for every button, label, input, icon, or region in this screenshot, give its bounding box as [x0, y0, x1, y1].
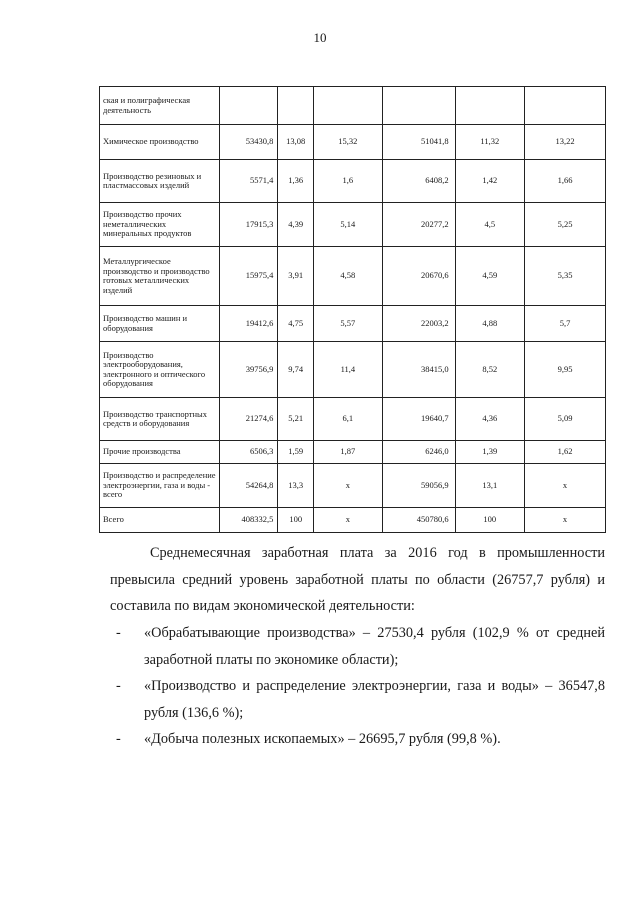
- list-item: [110, 726, 605, 753]
- cell-value-1: 17915,3: [219, 203, 278, 247]
- cell-value-2: 100: [278, 508, 314, 533]
- cell-value-3: 5,14: [314, 203, 383, 247]
- table-row: [100, 247, 606, 306]
- cell-value-5: 13,1: [455, 464, 524, 508]
- summary-paragraph: Среднемесячная заработная плата за 2016 год в промышленности превысила средний уровень заработной платы по области (26757,7 рубля) и составила по видам экономической деятельности:: [110, 545, 605, 614]
- cell-value-4: 59056,9: [382, 464, 455, 508]
- cell-value-6: 5,09: [525, 398, 606, 441]
- cell-value-6: 1,62: [525, 441, 606, 464]
- cell-value-4: 22003,2: [382, 306, 455, 342]
- row-label: Производство машин и оборудования: [100, 306, 220, 342]
- cell-value-5: 4,88: [455, 306, 524, 342]
- cell-value-2: 13,3: [278, 464, 314, 508]
- cell-value-3: 11,4: [314, 342, 383, 398]
- cell-value-3: 4,58: [314, 247, 383, 306]
- cell-value-6: x: [525, 508, 606, 533]
- list-item-text: «Добыча полезных ископаемых» – 26695,7 рубля (99,8 %).: [144, 731, 501, 747]
- cell-value-1: 53430,8: [219, 125, 278, 160]
- cell-value-3: 5,57: [314, 306, 383, 342]
- row-label: Производство резиновых и пластмассовых изделий: [100, 160, 220, 203]
- table-row: [100, 464, 606, 508]
- list-item: [110, 673, 605, 726]
- cell-value-1: 19412,6: [219, 306, 278, 342]
- cell-value-1: 15975,4: [219, 247, 278, 306]
- table-row: [100, 125, 606, 160]
- cell-value-3: 6,1: [314, 398, 383, 441]
- cell-value-3: x: [314, 508, 383, 533]
- row-label: Производство транспортных средств и оборудования: [100, 398, 220, 441]
- cell-value-6: 5,7: [525, 306, 606, 342]
- row-label: Металлургическое производство и производство готовых металлических изделий: [100, 247, 220, 306]
- cell-value-6: 5,35: [525, 247, 606, 306]
- cell-value-5: 1,39: [455, 441, 524, 464]
- row-label: Прочие производства: [100, 441, 220, 464]
- cell-value-5: 4,59: [455, 247, 524, 306]
- cell-value-4: 20277,2: [382, 203, 455, 247]
- cell-value-4: 51041,8: [382, 125, 455, 160]
- cell-value-1: 5571,4: [219, 160, 278, 203]
- cell-value-5: 1,42: [455, 160, 524, 203]
- row-label: Производство и распределение электроэнергии, газа и воды - всего: [100, 464, 220, 508]
- cell-value-6: 13,22: [525, 125, 606, 160]
- page-number: 10: [313, 30, 327, 45]
- cell-value-1: 6506,3: [219, 441, 278, 464]
- cell-value-2: 3,91: [278, 247, 314, 306]
- bullet-list: [110, 620, 605, 753]
- cell-value-2: 1,59: [278, 441, 314, 464]
- cell-value-2: 5,21: [278, 398, 314, 441]
- cell-value-6: x: [525, 464, 606, 508]
- cell-value-1: [219, 87, 278, 125]
- cell-value-5: 4,36: [455, 398, 524, 441]
- cell-value-4: 38415,0: [382, 342, 455, 398]
- cell-value-4: 6408,2: [382, 160, 455, 203]
- cell-value-6: 5,25: [525, 203, 606, 247]
- cell-value-4: 19640,7: [382, 398, 455, 441]
- table-row: [100, 306, 606, 342]
- cell-value-5: 11,32: [455, 125, 524, 160]
- cell-value-2: 4,75: [278, 306, 314, 342]
- cell-value-4: 20670,6: [382, 247, 455, 306]
- cell-value-2: [278, 87, 314, 125]
- cell-value-6: 1,66: [525, 160, 606, 203]
- row-label: Химическое производство: [100, 125, 220, 160]
- cell-value-1: 54264,8: [219, 464, 278, 508]
- cell-value-5: 8,52: [455, 342, 524, 398]
- table-row: [100, 87, 606, 125]
- list-item: [110, 620, 605, 673]
- table-row: [100, 203, 606, 247]
- cell-value-2: 1,36: [278, 160, 314, 203]
- cell-value-6: 9,95: [525, 342, 606, 398]
- cell-value-1: 21274,6: [219, 398, 278, 441]
- cell-value-4: 450780,6: [382, 508, 455, 533]
- table-row: [100, 160, 606, 203]
- bullet-dash: -: [116, 678, 121, 694]
- cell-value-5: 100: [455, 508, 524, 533]
- row-label: Производство электрооборудования, электронного и оптического оборудования: [100, 342, 220, 398]
- cell-value-5: 4,5: [455, 203, 524, 247]
- cell-value-1: 408332,5: [219, 508, 278, 533]
- list-item-text: «Производство и распределение электроэнергии, газа и воды» – 36547,8 рубля (136,6 %);: [144, 678, 605, 721]
- table-row: [100, 398, 606, 441]
- row-label: ская и полиграфическая деятельность: [100, 87, 220, 125]
- cell-value-4: [382, 87, 455, 125]
- cell-value-2: 13,08: [278, 125, 314, 160]
- row-label: Производство прочих неметаллических минеральных продуктов: [100, 203, 220, 247]
- row-label: Всего: [100, 508, 220, 533]
- table-row: [100, 441, 606, 464]
- cell-value-3: [314, 87, 383, 125]
- table-row: [100, 508, 606, 533]
- cell-value-6: [525, 87, 606, 125]
- industry-wage-table: [99, 86, 606, 533]
- table-row: [100, 342, 606, 398]
- cell-value-1: 39756,9: [219, 342, 278, 398]
- bullet-dash: -: [116, 625, 121, 641]
- cell-value-3: 1,87: [314, 441, 383, 464]
- bullet-dash: -: [116, 731, 121, 747]
- list-item-text: «Обрабатывающие производства» – 27530,4 рубля (102,9 % от средней заработной платы по экономике области);: [144, 625, 605, 668]
- cell-value-2: 4,39: [278, 203, 314, 247]
- cell-value-3: x: [314, 464, 383, 508]
- cell-value-4: 6246,0: [382, 441, 455, 464]
- cell-value-5: [455, 87, 524, 125]
- cell-value-3: 1,6: [314, 160, 383, 203]
- cell-value-2: 9,74: [278, 342, 314, 398]
- cell-value-3: 15,32: [314, 125, 383, 160]
